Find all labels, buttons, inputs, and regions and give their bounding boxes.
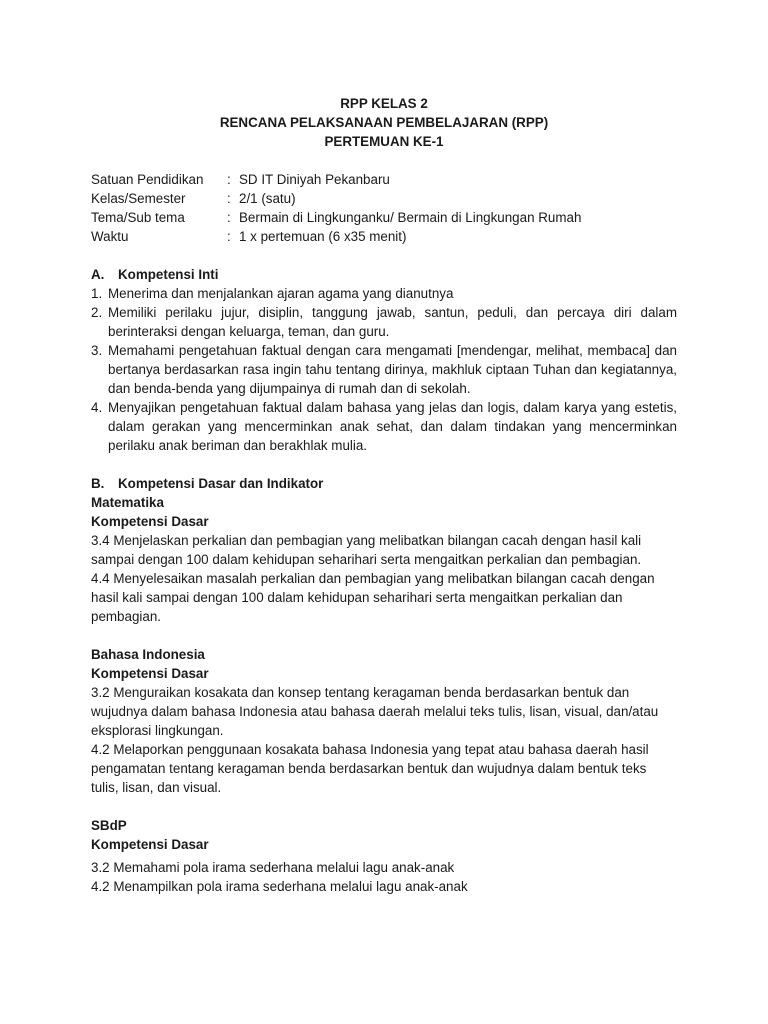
subject-title: Matematika	[91, 495, 164, 510]
kd-item: 4.2 Melaporkan penggunaan kosakata bahasa Indonesia yang tepat atau bahasa daerah hasil pengamatan tentang keragaman benda berdasarkan bentuk dan wujudnya dalam bentuk teks tulis, lisan, dan visual.	[91, 742, 649, 795]
kd-item: 4.2 Menampilkan pola irama sederhana melalui lagu anak-anak	[91, 879, 468, 894]
identity-row	[91, 170, 677, 189]
identity-label: Satuan Pendidikan	[91, 172, 204, 187]
list-text: Menerima dan menjalankan ajaran agama yang dianutnya	[108, 286, 454, 301]
identity-label: Waktu	[91, 229, 129, 244]
subject-title: SBdP	[91, 818, 127, 833]
list-text: Menyajikan pengetahuan faktual dalam bahasa yang jelas dan logis, dalam karya yang estetis, dalam gerakan yang mencerminkan anak sehat, dan dalam tindakan yang mencerminkan perilaku anak beriman dan berakhlak mulia.	[108, 400, 677, 453]
kd-item: 3.2 Memahami pola irama sederhana melalui lagu anak-anak	[91, 860, 455, 875]
list-text: Memiliki perilaku jujur, disiplin, tanggung jawab, santun, peduli, dan percaya diri dalam berinteraksi dengan keluarga, teman, dan guru.	[108, 305, 677, 339]
section-title: Kompetensi Inti	[118, 267, 219, 282]
identity-label: Kelas/Semester	[91, 191, 186, 206]
list-number: 1.	[91, 286, 103, 301]
identity-colon: :	[227, 172, 231, 187]
identity-row	[91, 189, 677, 208]
section-title: Kompetensi Dasar dan Indikator	[118, 476, 324, 491]
section-b-heading	[91, 474, 677, 493]
section-a-heading	[91, 265, 677, 284]
section-letter: B.	[91, 476, 105, 491]
kd-item: 3.4 Menjelaskan perkalian dan pembagian yang melibatkan bilangan cacah dengan hasil kali sampai dengan 100 dalam kehidupan seharihari serta mengaitkan perkalian dan pembagian.	[91, 533, 642, 567]
kd-item: 4.4 Menyelesaikan masalah perkalian dan pembagian yang melibatkan bilangan cacah dengan hasil kali sampai dengan 100 dalam kehidupan seharihari serta mengaitkan perkalian dan pembagian.	[91, 571, 655, 624]
subject-sbdp	[91, 816, 677, 896]
list-number: 4.	[91, 400, 103, 415]
list-item	[91, 284, 677, 303]
kd-label: Kompetensi Dasar	[91, 837, 209, 852]
list-item	[91, 398, 677, 455]
identity-value: 2/1 (satu)	[239, 191, 296, 206]
list-number: 2.	[91, 305, 103, 320]
title-line-3: PERTEMUAN KE-1	[324, 134, 444, 149]
title-line-2: RENCANA PELAKSANAAN PEMBELAJARAN (RPP)	[219, 115, 549, 130]
kompetensi-inti-list	[91, 284, 677, 455]
identity-colon: :	[227, 210, 231, 225]
identity-colon: :	[227, 191, 231, 206]
kd-item: 3.2 Menguraikan kosakata dan konsep tentang keragaman benda berdasarkan bentuk dan wujudnya dalam bahasa Indonesia atau bahasa daerah melalui teks tulis, lisan, visual, dan/atau eksplorasi lingkungan.	[91, 685, 659, 738]
identity-colon: :	[227, 229, 231, 244]
kd-label: Kompetensi Dasar	[91, 666, 209, 681]
identity-value: Bermain di Lingkunganku/ Bermain di Lingkungan Rumah	[239, 210, 582, 225]
list-item	[91, 341, 677, 398]
identity-row	[91, 208, 677, 227]
document-title	[91, 0, 677, 151]
subject-bahasa-indonesia	[91, 645, 677, 797]
identity-value: 1 x pertemuan (6 x35 menit)	[239, 229, 407, 244]
list-item	[91, 303, 677, 341]
identity-label: Tema/Sub tema	[91, 210, 185, 225]
list-number: 3.	[91, 343, 103, 358]
subject-matematika	[91, 493, 677, 626]
title-line-1: RPP KELAS 2	[340, 96, 428, 111]
identity-row	[91, 227, 677, 246]
identity-table	[91, 170, 677, 246]
kd-label: Kompetensi Dasar	[91, 514, 209, 529]
list-text: Memahami pengetahuan faktual dengan cara mengamati [mendengar, melihat, membaca] dan bertanya berdasarkan rasa ingin tahu tentang dirinya, makhluk ciptaan Tuhan dan kegiatannya, dan benda-benda yang dijumpainya di rumah dan di sekolah.	[108, 343, 677, 396]
subject-title: Bahasa Indonesia	[91, 647, 205, 662]
identity-value: SD IT Diniyah Pekanbaru	[239, 172, 390, 187]
section-letter: A.	[91, 267, 105, 282]
